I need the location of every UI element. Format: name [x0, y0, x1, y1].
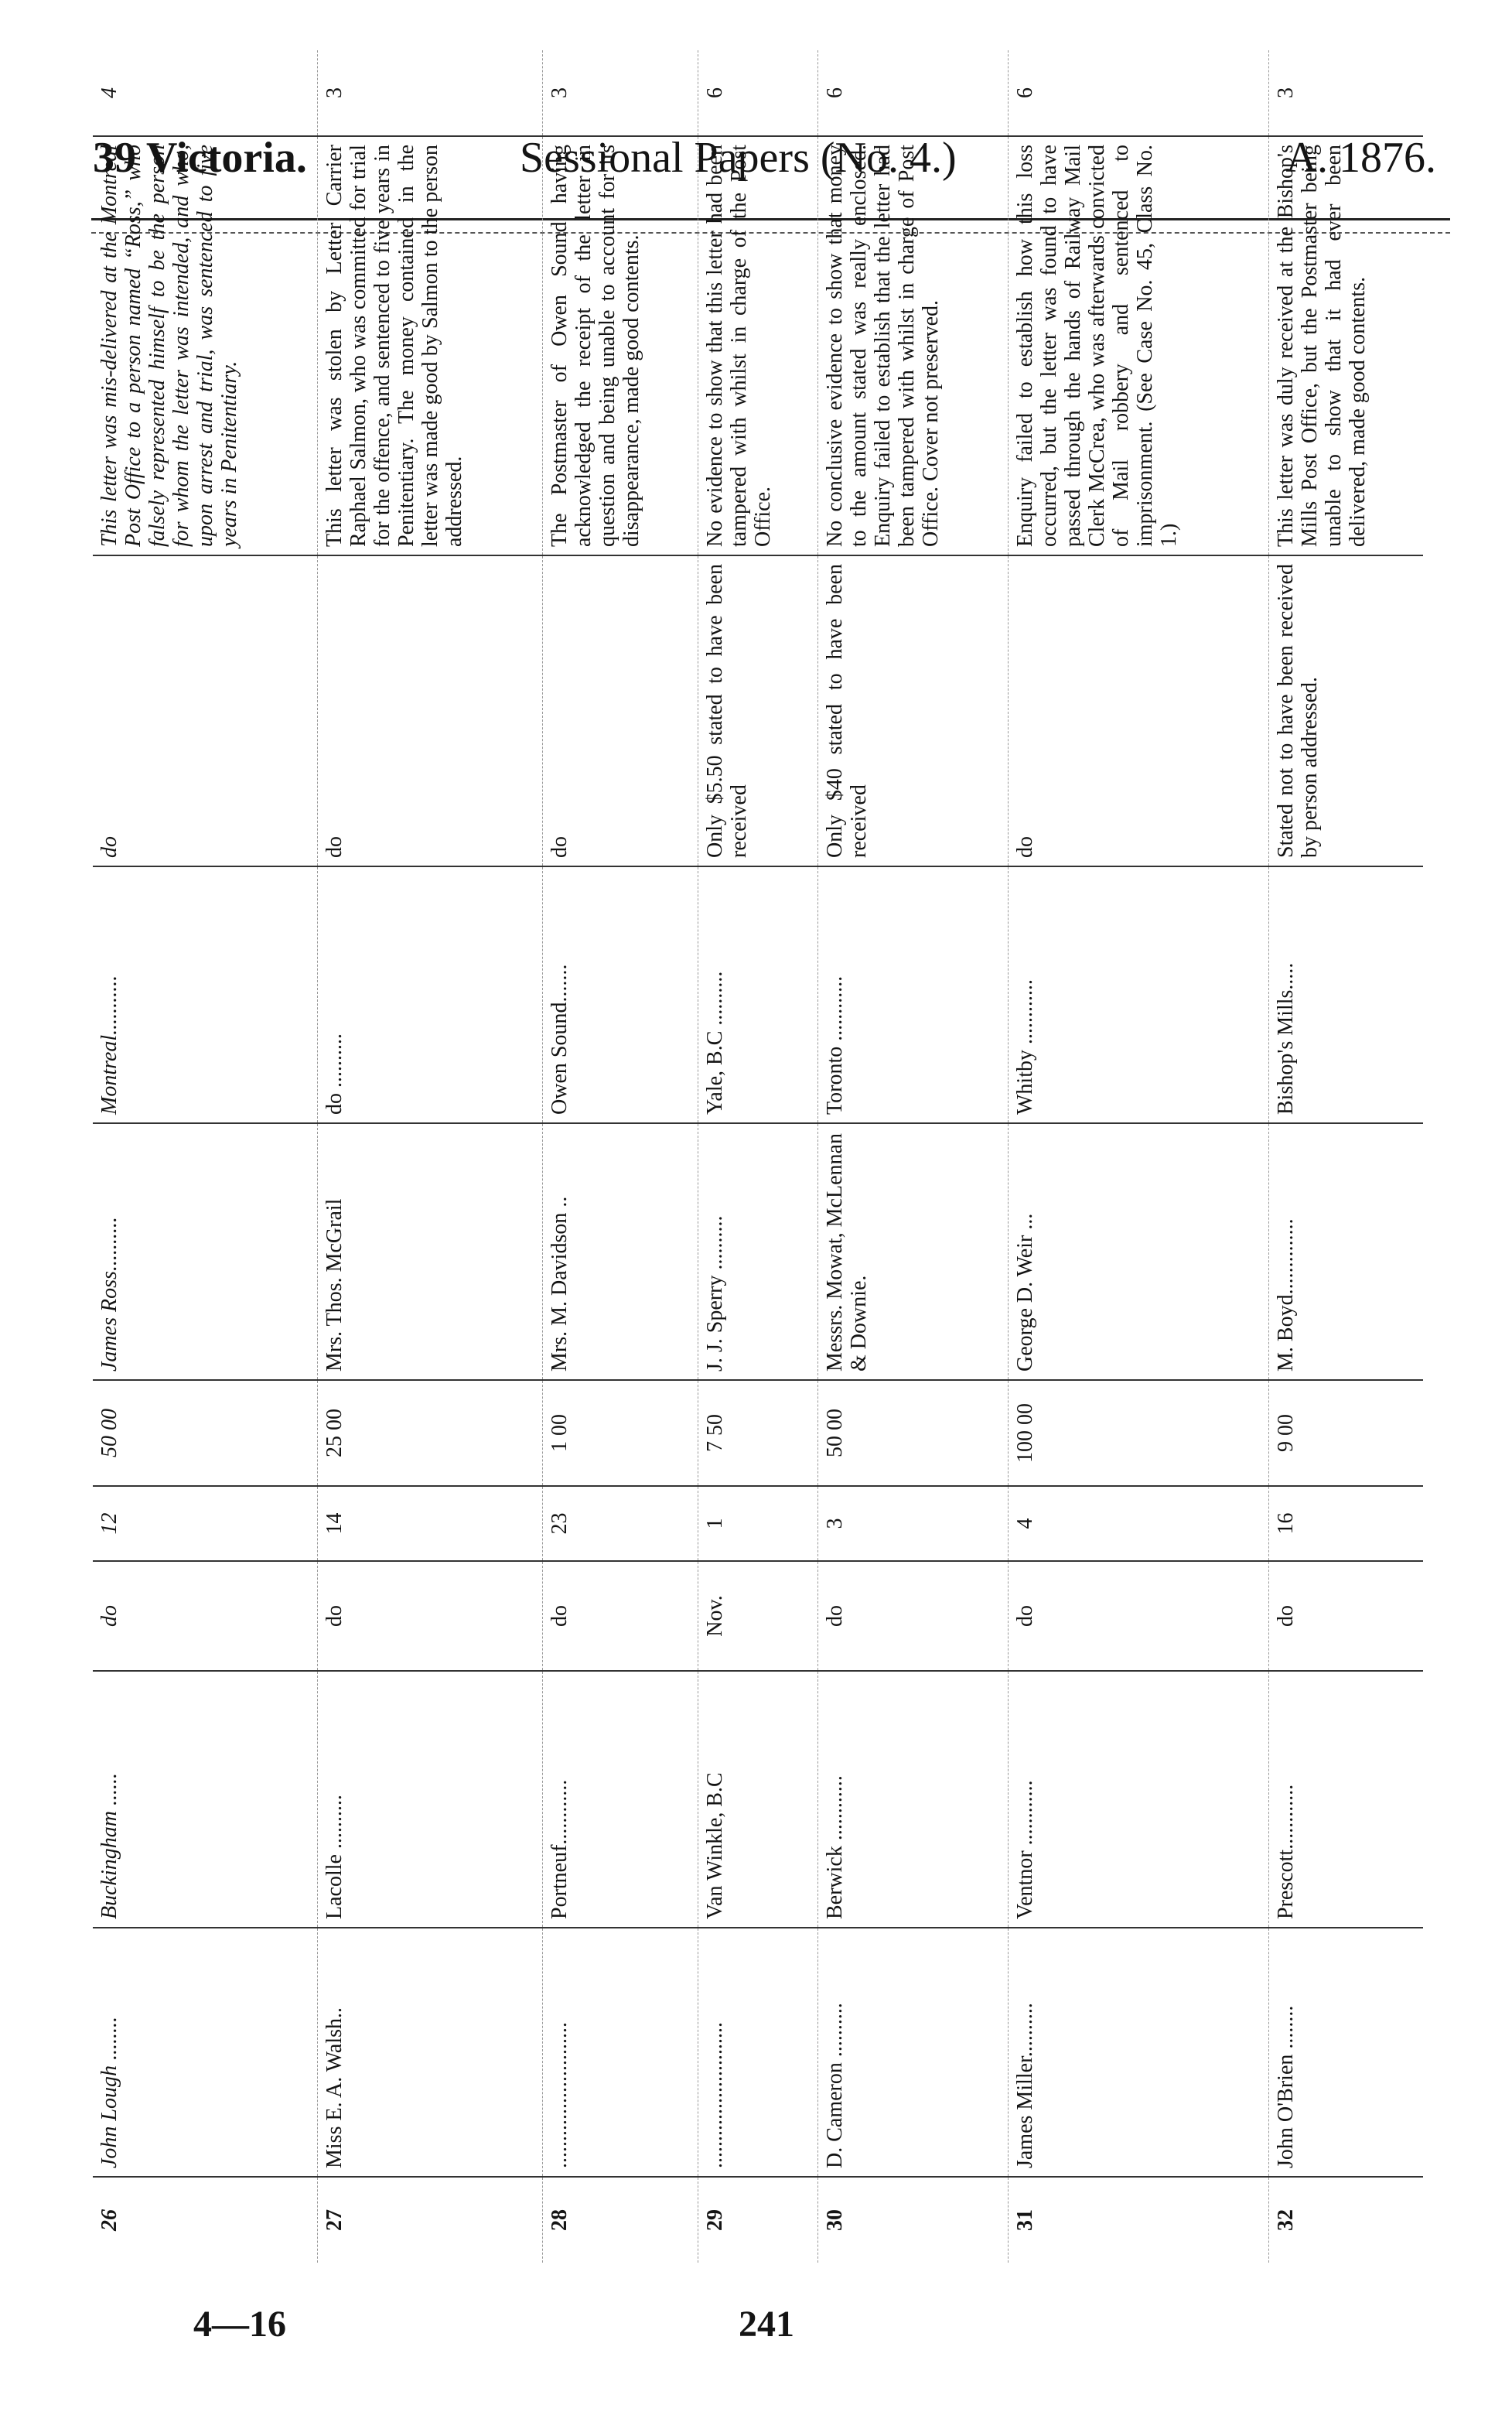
result-cell: do [93, 555, 318, 866]
day-cell: 3 [818, 1486, 1009, 1561]
addressed-at-cell: Owen Sound....... [543, 866, 698, 1123]
remarks-cell: No conclusive evidence to show that money to the amount stated was really enclosed. Enquiry failed to establish that the letter had been tampered with whilst in charge of Post Office. Cover not preserved. [818, 136, 1009, 555]
month-cell: do [318, 1561, 543, 1671]
case-number: 28 [543, 2177, 698, 2263]
addressed-at-cell: Whitby ............ [1008, 866, 1268, 1123]
posted-at-cell: Berwick ............ [818, 1671, 1009, 1928]
remarks-cell: No evidence to show that this letter had been tampered with whilst in charge of the Post Office. [698, 136, 817, 555]
amount-cell: 9 00 [1268, 1380, 1423, 1486]
posted-by-cell: Miss E. A. Walsh.. [318, 1928, 543, 2177]
posted-by-cell: John Lough ........ [93, 1928, 318, 2177]
day-cell: 1 [698, 1486, 817, 1561]
month-cell: do [93, 1561, 318, 1671]
case-number: 30 [818, 2177, 1009, 2263]
amount-cell: 25 00 [318, 1380, 543, 1486]
footer-signature: 4—16 [193, 2304, 286, 2345]
month-cell: Nov. [698, 1561, 817, 1671]
case-number: 31 [1008, 2177, 1268, 2263]
page-footer [0, 2301, 1512, 2363]
posted-at-cell: Prescott............ [1268, 1671, 1423, 1928]
addressed-at-cell: do .......... [318, 866, 543, 1123]
class-cell: 4 [93, 50, 318, 136]
class-cell: 6 [1008, 50, 1268, 136]
case-number: 32 [1268, 2177, 1423, 2263]
amount-cell: 7 50 [698, 1380, 817, 1486]
amount-cell: 50 00 [93, 1380, 318, 1486]
result-cell: Only $5.50 stated to have been received [698, 555, 817, 866]
class-cell: 6 [818, 50, 1009, 136]
posted-at-cell: Ventnor ............ [1008, 1671, 1268, 1928]
result-cell: do [318, 555, 543, 866]
amount-cell: 1 00 [543, 1380, 698, 1486]
posted-by-cell: D. Cameron .......... [818, 1928, 1009, 2177]
day-cell: 14 [318, 1486, 543, 1561]
class-cell: 3 [543, 50, 698, 136]
addressed-to-cell: J. J. Sperry .......... [698, 1123, 817, 1380]
table-row [1268, 50, 1423, 2263]
addressed-to-cell: James Ross.......... [93, 1123, 318, 1380]
addressed-to-cell: M. Boyd.............. [1268, 1123, 1423, 1380]
class-cell: 3 [318, 50, 543, 136]
posted-at-cell: Lacolle .......... [318, 1671, 543, 1928]
table-body [93, 50, 1423, 2263]
result-cell: Only $40 stated to have been received [818, 555, 1009, 866]
header-year: A. 1876. [1285, 134, 1436, 182]
month-cell: do [1008, 1561, 1268, 1671]
table-row [698, 50, 817, 2263]
day-cell: 16 [1268, 1486, 1423, 1561]
posted-by-cell: ........................... [698, 1928, 817, 2177]
day-cell: 4 [1008, 1486, 1268, 1561]
posted-at-cell: Buckingham ...... [93, 1671, 318, 1928]
table-row [318, 50, 543, 2263]
month-cell: do [1268, 1561, 1423, 1671]
table-row [93, 50, 318, 2263]
remarks-cell: This letter was duly received at the Bishop's Mills Post Office, but the Postmaster being unable to show that it had ever been delivered, made good contents. [1268, 136, 1423, 555]
month-cell: do [818, 1561, 1009, 1671]
posted-at-cell: Van Winkle, B.C [698, 1671, 817, 1928]
remarks-cell: The Postmaster of Owen Sound having acknowledged the receipt of the letter in question and being unable to account for its disappearance, made good contents. [543, 136, 698, 555]
table-row [1008, 50, 1268, 2263]
addressed-to-cell: Mrs. M. Davidson .. [543, 1123, 698, 1380]
remarks-cell: This letter was mis-delivered at the Montreal Post Office to a person named “Ross,” who falsely represented himself to be the person for whom the letter was intended, and who, upon arrest and trial, was sentenced to five years in Penitentiary. [93, 136, 318, 555]
posted-by-cell: James Miller.......... [1008, 1928, 1268, 2177]
addressed-at-cell: Yale, B.C .......... [698, 866, 817, 1123]
result-cell: Stated not to have been received by person addressed. [1268, 555, 1423, 866]
case-number: 29 [698, 2177, 817, 2263]
addressed-at-cell: Montreal........... [93, 866, 318, 1123]
header-session: 39 Victoria. [93, 134, 307, 182]
month-cell: do [543, 1561, 698, 1671]
day-cell: 23 [543, 1486, 698, 1561]
amount-cell: 100 00 [1008, 1380, 1268, 1486]
addressed-to-cell: George D. Weir ... [1008, 1123, 1268, 1380]
addressed-to-cell: Messrs. Mowat, McLennan & Downie. [818, 1123, 1009, 1380]
addressed-to-cell: Mrs. Thos. McGrail [318, 1123, 543, 1380]
registered-letters-table [93, 50, 1423, 2263]
addressed-at-cell: Toronto ............ [818, 866, 1009, 1123]
result-cell: do [543, 555, 698, 866]
posted-at-cell: Portneuf............ [543, 1671, 698, 1928]
remarks-cell: Enquiry failed to establish how this loss occurred, but the letter was found to have passed through the hands of Railway Mail Clerk McCrea, who was afterwards convicted of Mail robbery and sentenced to imprisonment. (See Case No. 45, Class No. 1.) [1008, 136, 1268, 555]
case-number: 26 [93, 2177, 318, 2263]
remarks-cell: This letter was stolen by Letter Carrier Raphael Salmon, who was committed for trial for the offence, and sentenced to five years in Penitentiary. The money contained in the letter was made good by Salmon to the person addressed. [318, 136, 543, 555]
case-number: 27 [318, 2177, 543, 2263]
result-cell: do [1008, 555, 1268, 866]
table-row [543, 50, 698, 2263]
class-cell: 6 [698, 50, 817, 136]
posted-by-cell: ........................... [543, 1928, 698, 2177]
header-title: Sessional Papers (No. 4.) [520, 134, 957, 182]
day-cell: 12 [93, 1486, 318, 1561]
amount-cell: 50 00 [818, 1380, 1009, 1486]
class-cell: 3 [1273, 87, 1298, 98]
page-number: 241 [739, 2304, 794, 2345]
posted-by-cell: John O'Brien ........ [1268, 1928, 1423, 2177]
table-row [818, 50, 1009, 2263]
addressed-at-cell: Bishop's Mills..... [1268, 866, 1423, 1123]
